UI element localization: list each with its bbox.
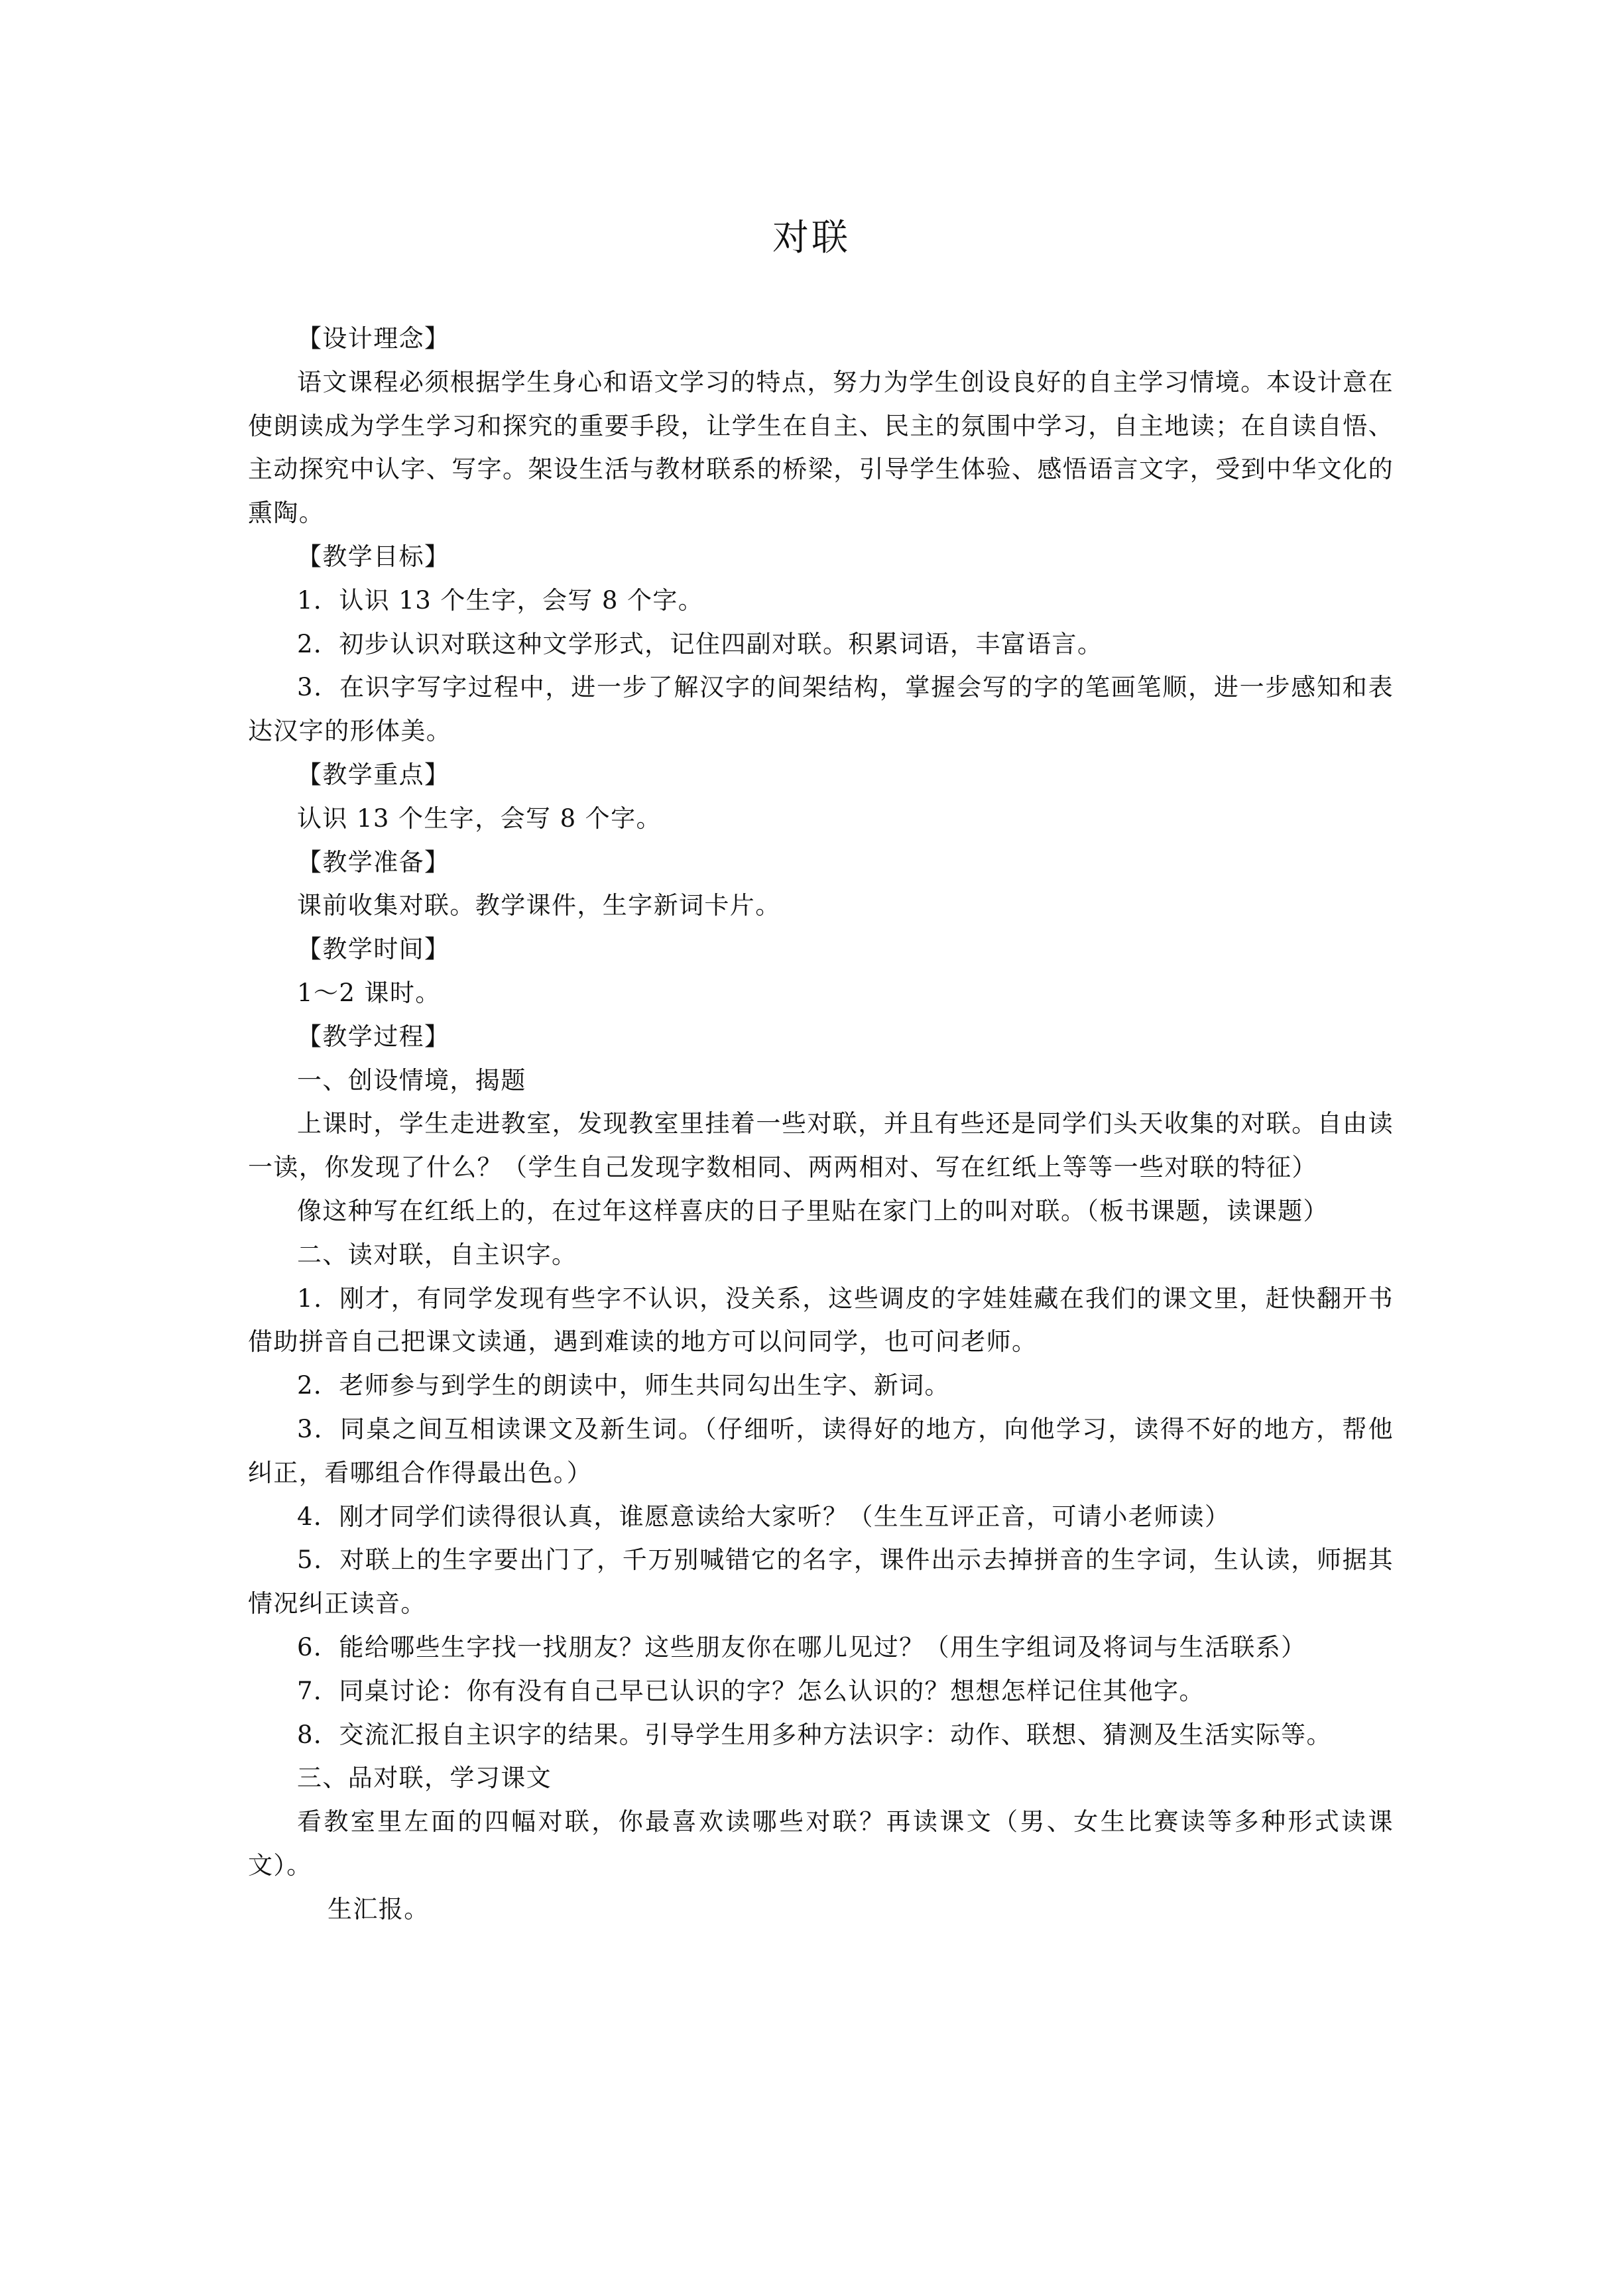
section-2-item-3: 3．同桌之间互相读课文及新生词。（仔细听，读得好的地方，向他学习，读得不好的地方，帮他纠正，看哪组合作得最出色。） xyxy=(248,1414,1394,1487)
document-title: 对联 xyxy=(772,216,851,259)
heading-design-concept: 【设计理念】 xyxy=(297,324,450,353)
section-2-item-8: 8．交流汇报自主识字的结果。引导学生用多种方法识字：动作、联想、猜测及生活实际等。 xyxy=(297,1720,1332,1749)
section-2-item-2: 2．老师参与到学生的朗读中，师生共同勾出生字、新词。 xyxy=(297,1371,950,1400)
section-2-item-4: 4．刚才同学们读得很认真，谁愿意读给大家听？（生生互评正音，可请小老师读） xyxy=(297,1502,1231,1531)
section-2-item-7: 7．同桌讨论：你有没有自己早已认识的字？怎么认识的？想想怎样记住其他字。 xyxy=(297,1676,1205,1705)
section-3-heading: 三、品对联，学习课文 xyxy=(297,1764,552,1793)
section-3-paragraph-1: 看教室里左面的四幅对联，你最喜欢读哪些对联？再读课文（男、女生比赛读等多种形式读课文）。 xyxy=(248,1807,1394,1880)
paragraph-design-concept: 语文课程必须根据学生身心和语文学习的特点，努力为学生创设良好的自主学习情境。本设计意在使朗读成为学生学习和探究的重要手段，让学生在自主、民主的氛围中学习，自主地读；在自读自悟、主动探究中认字、写字。架设生活与教材联系的桥梁，引导学生体验、感悟语言文字，受到中华文化的熏陶。 xyxy=(248,367,1394,528)
section-1-paragraph-2: 像这种写在红纸上的，在过年这样喜庆的日子里贴在家门上的叫对联。（板书课题，读课题） xyxy=(297,1196,1329,1225)
goal-item-3: 3．在识字写字过程中，进一步了解汉字的间架结构，掌握会写的字的笔画笔顺，进一步感知和表达汉字的形体美。 xyxy=(248,673,1394,746)
goal-item-1: 1．认识 13 个生字，会写 8 个字。 xyxy=(297,585,704,615)
section-2-item-6: 6．能给哪些生字找一找朋友？这些朋友你在哪儿见过？（用生字组词及将词与生活联系） xyxy=(297,1632,1307,1662)
heading-teaching-time: 【教学时间】 xyxy=(297,935,450,964)
section-2-item-1: 1．刚才，有同学发现有些字不认识，没关系，这些调皮的字娃娃藏在我们的课文里，赶快翻开书借助拼音自己把课文读通，遇到难读的地方可以问同学，也可问老师。 xyxy=(248,1284,1394,1357)
paragraph-teaching-preparation: 课前收集对联。教学课件，生字新词卡片。 xyxy=(297,891,781,920)
paragraph-teaching-time: 1～2 课时。 xyxy=(297,978,441,1007)
goal-item-2: 2．初步认识对联这种文学形式，记住四副对联。积累词语，丰富语言。 xyxy=(297,629,1103,658)
section-3-paragraph-2: 生汇报。 xyxy=(328,1894,430,1923)
heading-teaching-goals: 【教学目标】 xyxy=(297,542,450,571)
paragraph-teaching-focus: 认识 13 个生字，会写 8 个字。 xyxy=(297,804,662,833)
heading-teaching-preparation: 【教学准备】 xyxy=(297,847,450,876)
heading-teaching-process: 【教学过程】 xyxy=(297,1022,450,1051)
section-2-heading: 二、读对联，自主识字。 xyxy=(297,1240,577,1269)
heading-teaching-focus: 【教学重点】 xyxy=(297,760,450,789)
section-1-heading: 一、创设情境，揭题 xyxy=(297,1065,526,1095)
document-body xyxy=(248,317,1394,1931)
section-2-item-5: 5．对联上的生字要出门了，千万别喊错它的名字，课件出示去掉拼音的生字词，生认读，师据其情况纠正读音。 xyxy=(248,1545,1394,1618)
section-1-paragraph-1: 上课时，学生走进教室，发现教室里挂着一些对联，并且有些还是同学们头天收集的对联。自由读一读，你发现了什么？（学生自己发现字数相同、两两相对、写在红纸上等等一些对联的特征） xyxy=(248,1109,1394,1182)
